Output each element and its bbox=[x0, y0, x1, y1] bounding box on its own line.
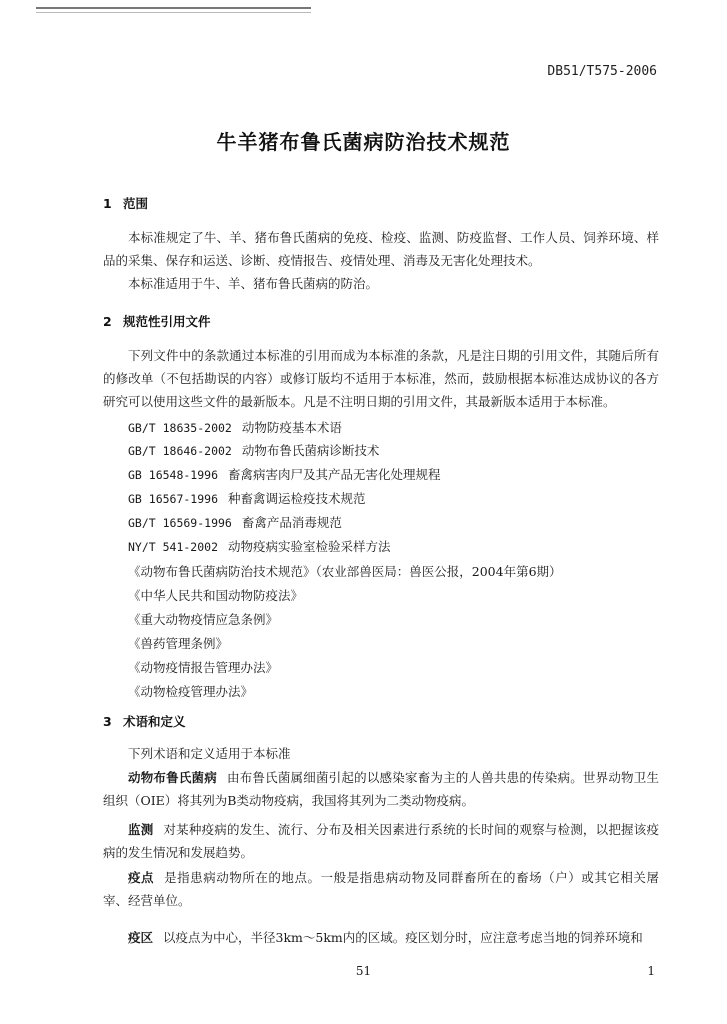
term-text: 由布鲁氏菌属细菌引起的以感染家畜为主的人兽共患的传染病。世界动物卫生组织（OIE）将其列为B类动物疫病，我国将其列为二类动物疫病。 bbox=[103, 770, 659, 808]
reference-item: GB/T 18646-2002 动物布鲁氏菌病诊断技术 bbox=[128, 443, 380, 458]
term-name: 疫点 bbox=[128, 870, 155, 885]
term-definition bbox=[103, 766, 659, 812]
top-rule-thin bbox=[36, 12, 311, 13]
section-number: 1 bbox=[103, 196, 112, 211]
section-number: 2 bbox=[103, 314, 112, 329]
regulation-item: 《中华人民共和国动物防疫法》 bbox=[128, 588, 304, 603]
section-3-intro: 下列术语和定义适用于本标准 bbox=[128, 746, 291, 761]
section-1-heading bbox=[103, 194, 148, 212]
section-number: 3 bbox=[103, 714, 112, 729]
reference-item: NY/T 541-2002 动物疫病实验室检验采样方法 bbox=[128, 539, 391, 554]
section-title: 术语和定义 bbox=[123, 714, 186, 729]
sheet-number: 1 bbox=[647, 964, 655, 978]
regulation-item: 《兽药管理条例》 bbox=[128, 636, 229, 651]
term-name: 动物布鲁氏菌病 bbox=[128, 770, 217, 785]
doc-number: DB51/T575-2006 bbox=[547, 64, 657, 79]
reference-item: GB 16548-1996 畜禽病害肉尸及其产品无害化处理规程 bbox=[128, 467, 441, 482]
page-number: 51 bbox=[355, 964, 372, 978]
term-definition bbox=[103, 926, 659, 949]
regulation-item: 《动物疫情报告管理办法》 bbox=[128, 660, 279, 675]
reference-item: GB 16567-1996 种畜禽调运检疫技术规范 bbox=[128, 491, 366, 506]
page-title: 牛羊猪布鲁氏菌病防治技术规范 bbox=[216, 130, 511, 154]
section-2-heading bbox=[103, 312, 211, 330]
top-rule bbox=[36, 7, 311, 9]
section-3-heading bbox=[103, 712, 186, 730]
section-title: 规范性引用文件 bbox=[123, 314, 211, 329]
term-text: 对某种疫病的发生、流行、分布及相关因素进行系统的长时间的观察与检测，以把握该疫病的发生情况和发展趋势。 bbox=[103, 822, 659, 860]
term-name: 监测 bbox=[128, 822, 154, 837]
term-definition bbox=[103, 818, 659, 864]
section-1-paragraph-2: 本标准适用于牛、羊、猪布鲁氏菌病的防治。 bbox=[128, 276, 379, 291]
regulation-item: 《动物检疫管理办法》 bbox=[128, 684, 254, 699]
term-definition bbox=[103, 866, 659, 912]
regulation-item: 《动物布鲁氏菌病防治技术规范》（农业部兽医局：兽医公报，2004年第6期） bbox=[128, 564, 562, 579]
regulation-item: 《重大动物疫情应急条例》 bbox=[128, 612, 279, 627]
term-name: 疫区 bbox=[128, 930, 154, 945]
term-text: 是指患病动物所在的地点。一般是指患病动物及同群畜所在的畜场（户）或其它相关屠宰、经营单位。 bbox=[103, 870, 659, 908]
section-1-paragraph-1: 本标准规定了牛、羊、猪布鲁氏菌病的免疫、检疫、监测、防疫监督、工作人员、饲养环境、样品的采集、保存和运送、诊断、疫情报告、疫情处理、消毒及无害化处理技术。 bbox=[103, 230, 659, 268]
reference-item: GB/T 18635-2002 动物防疫基本术语 bbox=[128, 420, 342, 435]
section-title: 范围 bbox=[123, 196, 149, 211]
reference-item: GB/T 16569-1996 畜禽产品消毒规范 bbox=[128, 515, 342, 530]
section-2-paragraph-1: 下列文件中的条款通过本标准的引用而成为本标准的条款，凡是注日期的引用文件，其随后所有的修改单（不包括勘误的内容）或修订版均不适用于本标准，然而，鼓励根据本标准达成协议的各方研究可以使用这些文件的最新版本。凡是不注明日期的引用文件，其最新版本适用于本标准。 bbox=[103, 348, 659, 409]
term-text: 以疫点为中心，半径3km～5km内的区域。疫区划分时，应注意考虑当地的饲养环境和 bbox=[163, 930, 643, 945]
